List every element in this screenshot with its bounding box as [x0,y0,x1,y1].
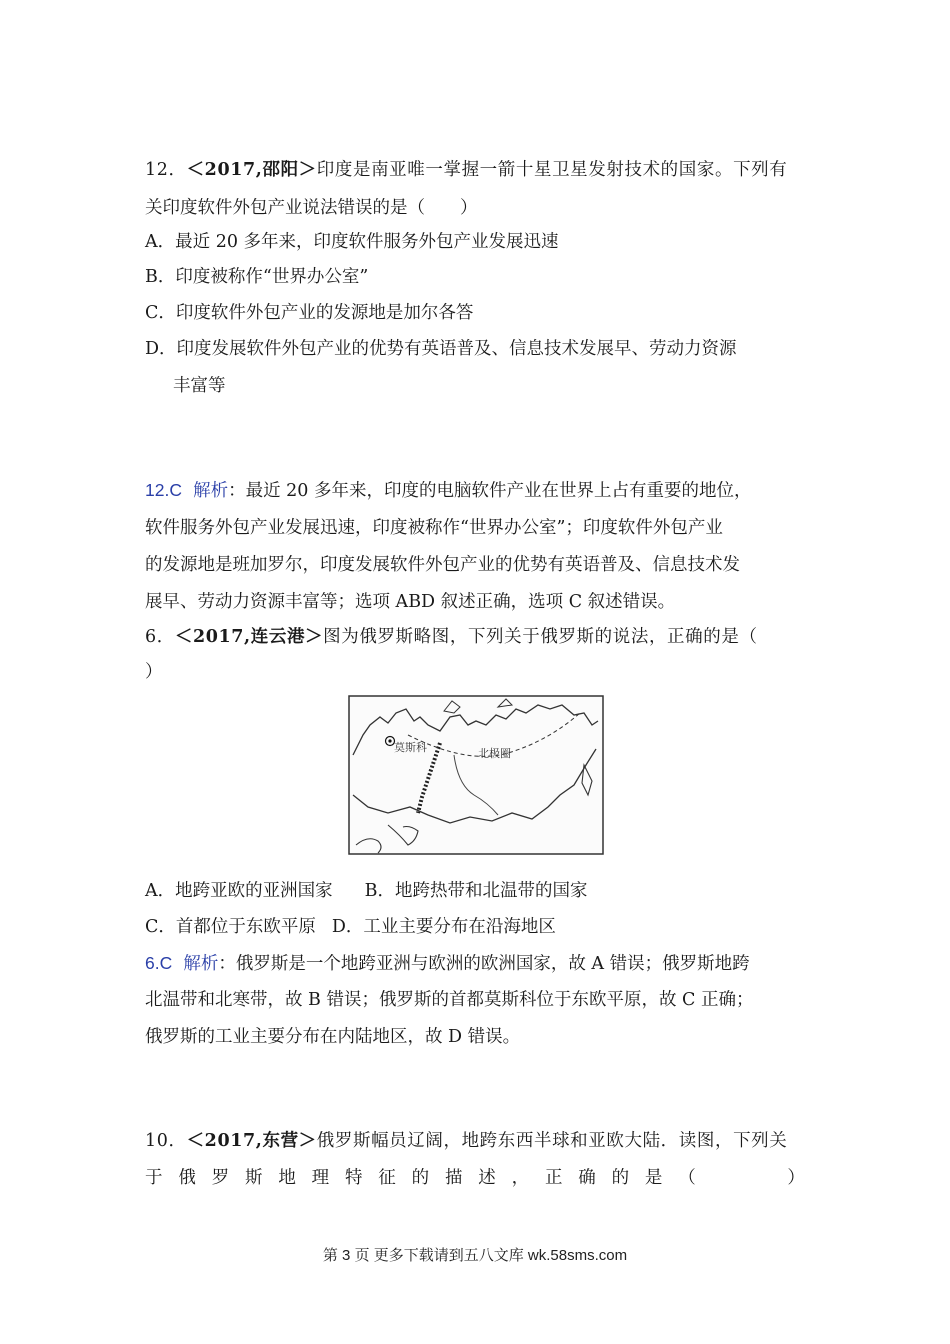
q10-stem-line2: 于 俄 罗 斯 地 理 特 征 的 描 述 ， 正 确 的 是 （ ） [145,1168,805,1188]
a6-answer: 6.C [145,953,173,973]
q12-option-d: D．印度发展软件外包产业的优势有英语普及、信息技术发展早、劳动力资源 [145,339,737,359]
q12-option-a: A．最近 20 多年来，印度软件服务外包产业发展迅速 [145,232,559,252]
q6-option-a: A．地跨亚欧的亚洲国家 [145,881,333,901]
q6-option-d: D．工业主要分布在沿海地区 [331,917,556,937]
a12-line1: 12.C 解析：最近 20 多年来，印度的电脑软件产业在世界上占有重要的地位， [145,480,752,501]
q6-source: ＜2017,连云港＞ [174,627,324,647]
a12-answer: 12.C [145,480,182,500]
arctic-circle-label: 北极圈 [478,747,511,760]
q12-source: ＜2017,邵阳＞ [186,160,317,180]
a6-line2: 北温带和北寒带，故 B 错误；俄罗斯的首都莫斯科位于东欧平原，故 C 正确； [145,990,754,1010]
q12-option-c: C．印度软件外包产业的发源地是加尔各答 [145,303,474,323]
q12-option-b: B．印度被称作“世界办公室” [145,267,369,287]
q12-number: 12． [145,160,187,180]
q6-option-c: C．首都位于东欧平原 [145,917,316,937]
a12-jiexi-label: 解析 [193,481,229,501]
russia-map [348,695,604,855]
q12-stem-line1 [145,158,787,182]
q10-number: 10． [145,1131,187,1151]
q12-option-d-continued: 丰富等 [173,376,226,396]
q12-stem-text: 印度是南亚唯一掌握一箭十星卫星发射技术的国家。下列有 [316,160,788,180]
q6-stem-line2: ） [145,662,163,682]
q10-stem-line1 [145,1129,787,1153]
q6-stem-text: 图为俄罗斯略图，下列关于俄罗斯的说法，正确的是（ [323,627,758,647]
page-footer: 第 3 页 更多下载请到五八文库 wk.58sms.com [322,1247,628,1264]
a12-line3: 的发源地是班加罗尔，印度发展软件外包产业的优势有英语普及、信息技术发 [145,555,740,575]
q12-stem-line2: 关印度软件外包产业说法错误的是（ ） [145,198,478,218]
q10-source: ＜2017,东营＞ [186,1131,317,1151]
a6-line3: 俄罗斯的工业主要分布在内陆地区，故 D 错误。 [145,1027,521,1047]
q6-number: 6． [145,627,175,647]
a6-line1: 6.C 解析：俄罗斯是一个地跨亚洲与欧洲的欧洲国家，故 A 错误；俄罗斯地跨 [145,953,750,974]
q6-stem-line1 [145,625,758,649]
moscow-label: 莫斯科 [394,741,427,754]
q6-options-row2 [145,915,556,939]
q10-stem-text: 俄罗斯幅员辽阔，地跨东西半球和亚欧大陆．读图，下列关 [316,1131,788,1151]
a6-jiexi-label: 解析 [183,954,219,974]
a12-line4: 展早、劳动力资源丰富等；选项 ABD 叙述正确，选项 C 叙述错误。 [145,592,676,612]
a12-line2: 软件服务外包产业发展迅速，印度被称作“世界办公室”；印度软件外包产业 [145,518,723,538]
q6-option-b: B．地跨热带和北温带的国家 [364,881,588,901]
q6-options-row1 [145,879,588,903]
